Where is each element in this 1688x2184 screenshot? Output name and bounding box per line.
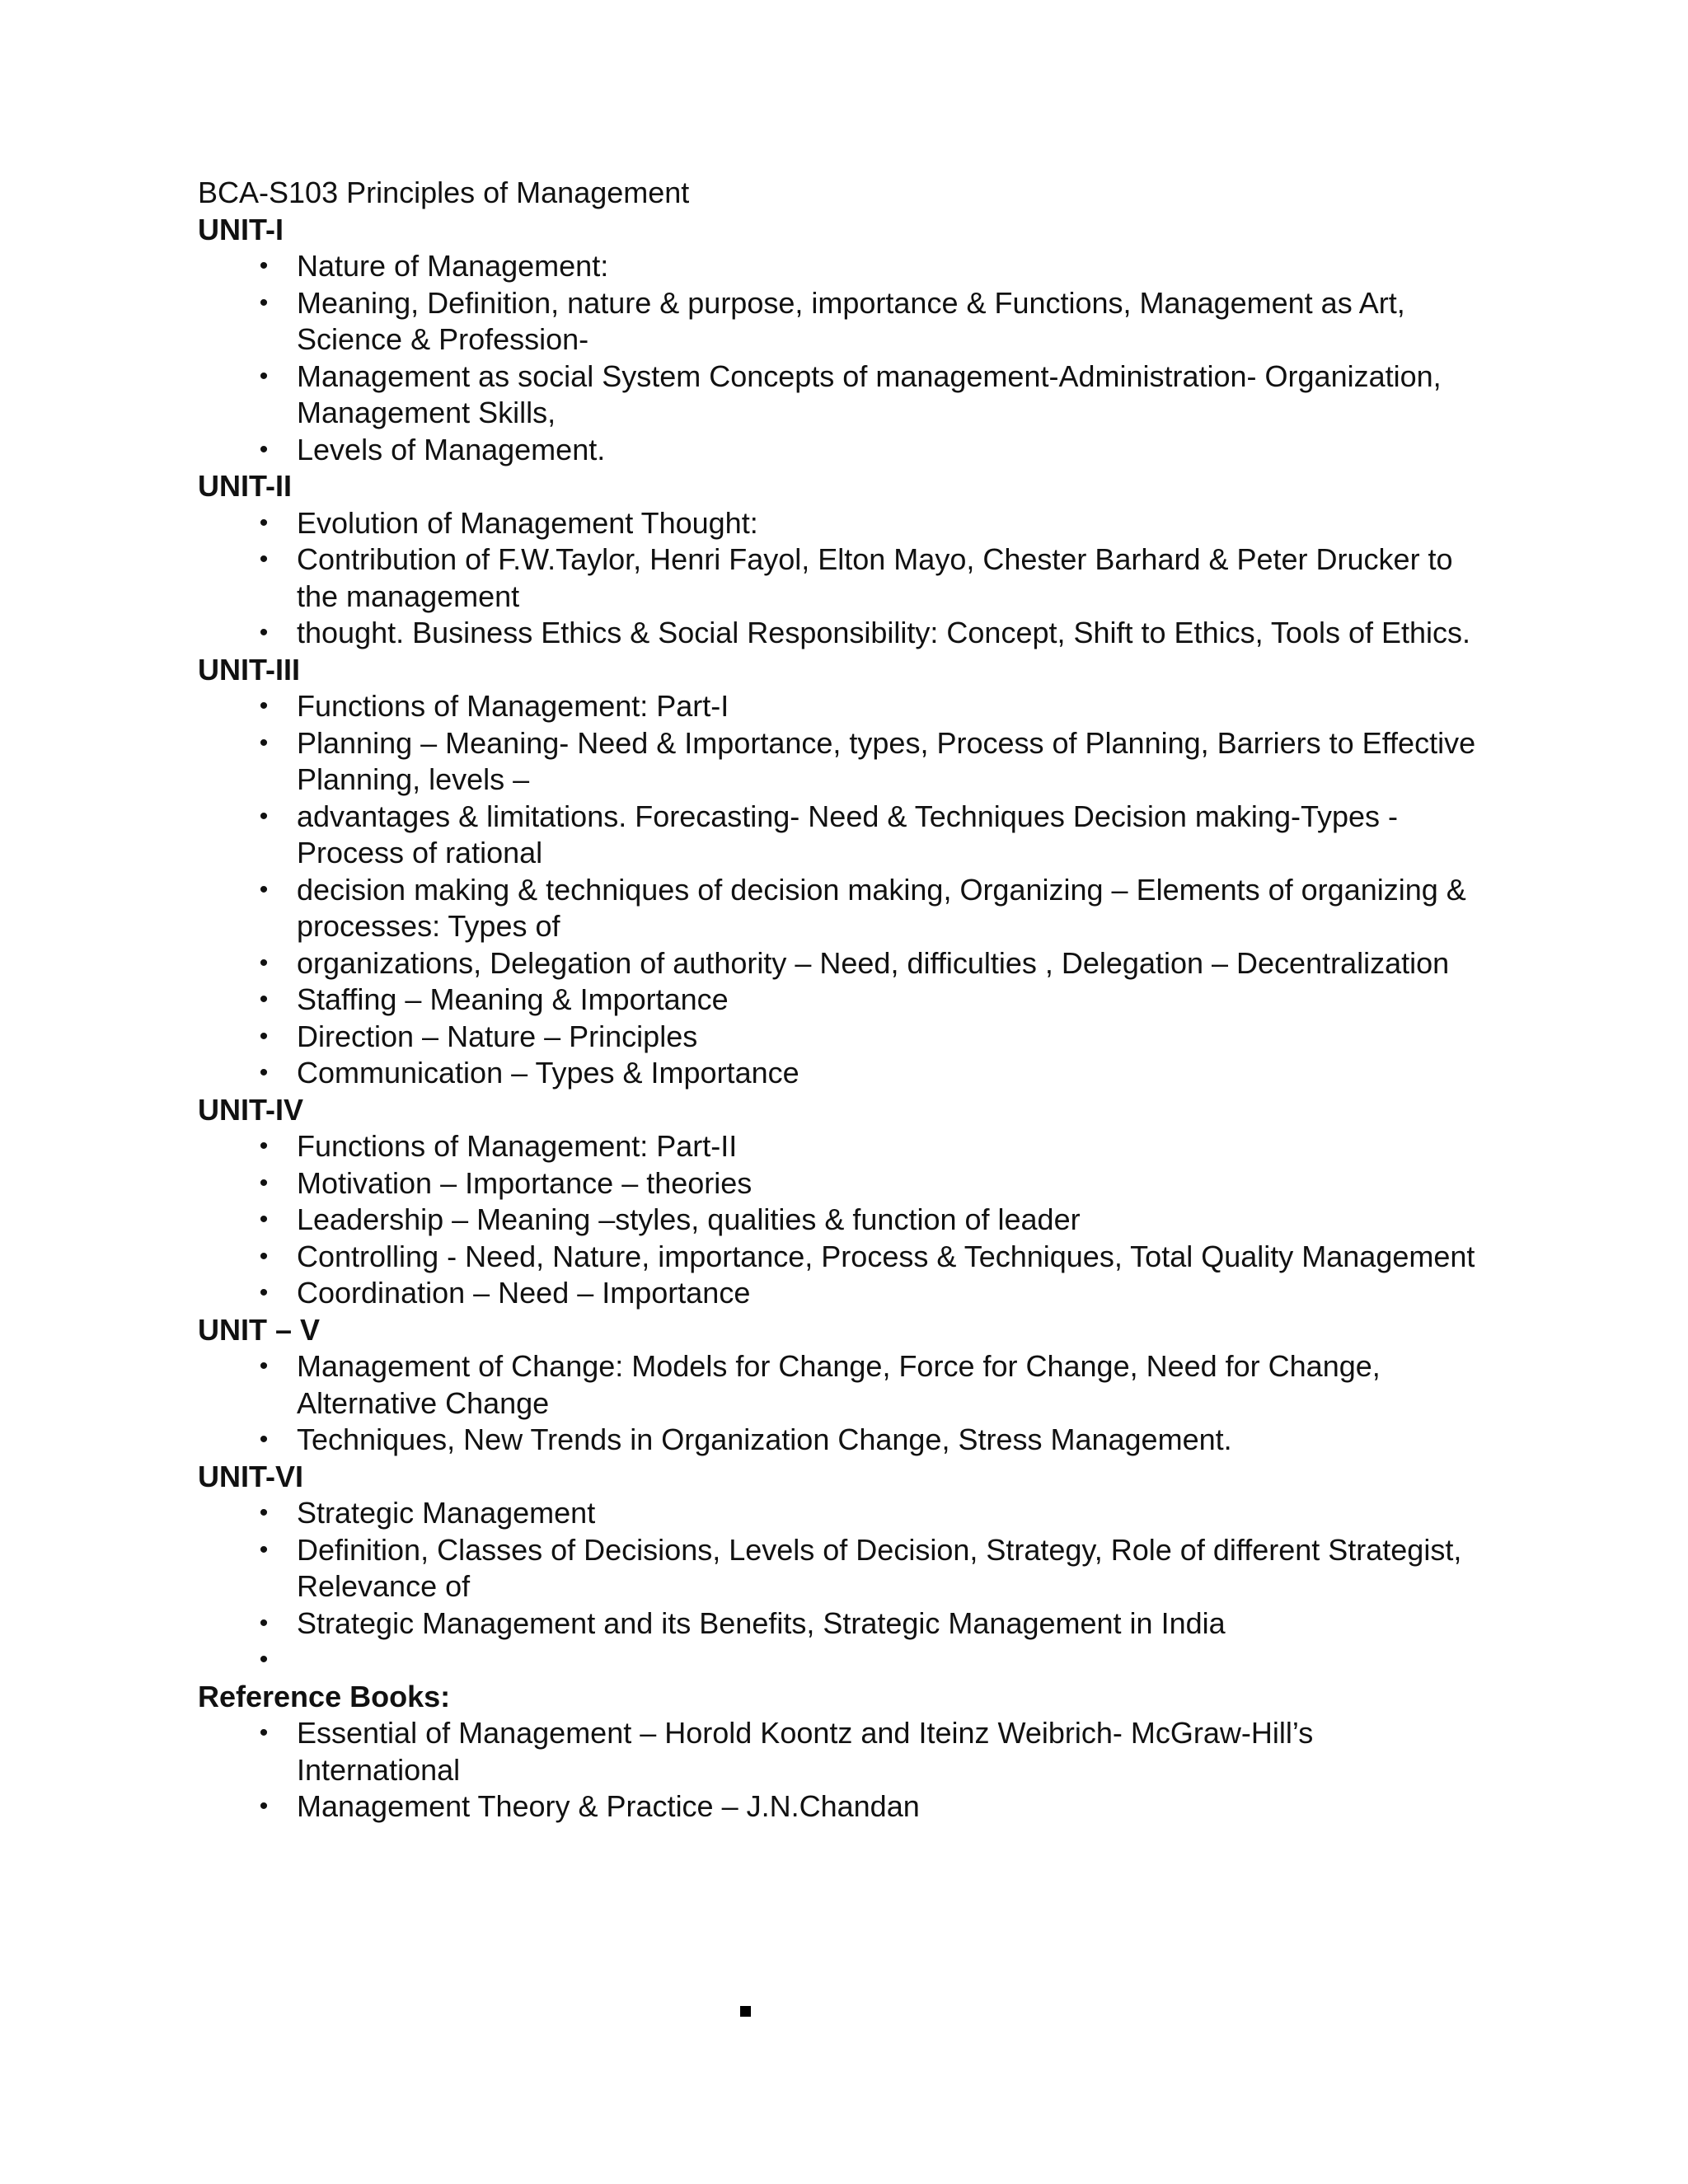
topic-list	[198, 248, 1484, 468]
unit-section	[198, 1092, 1484, 1312]
unit-section	[198, 652, 1484, 1092]
topic-text: Meaning, Definition, nature & purpose, importance & Functions, Management as Art, Science & Profession-	[297, 285, 1405, 356]
bullet-icon: •	[259, 1242, 269, 1270]
topic-text: Leadership – Meaning –styles, qualities & function of leader	[297, 1202, 1081, 1236]
bullet-icon: •	[259, 1535, 269, 1563]
list-item	[198, 1019, 1484, 1056]
unit-heading: UNIT-II	[198, 469, 292, 503]
list-item	[198, 541, 1484, 615]
list-item	[198, 1642, 1484, 1679]
list-item	[198, 1239, 1484, 1276]
bullet-icon: •	[259, 1793, 269, 1820]
bullet-icon: •	[259, 1022, 269, 1050]
bullet-icon: •	[259, 1132, 269, 1160]
topic-text: Functions of Management: Part-I	[297, 689, 729, 723]
list-item	[198, 945, 1484, 982]
topic-text: Management as social System Concepts of management-Administration- Organization, Management Skills,	[297, 359, 1442, 429]
list-item	[198, 982, 1484, 1019]
list-item	[198, 1165, 1484, 1202]
bullet-icon: •	[259, 1206, 269, 1233]
bullet-icon: •	[259, 252, 269, 279]
bullet-icon: •	[259, 949, 269, 977]
topic-text: Coordination – Need – Importance	[297, 1276, 751, 1310]
bullet-icon: •	[259, 435, 269, 463]
list-item	[198, 1128, 1484, 1165]
bullet-icon: •	[259, 692, 269, 719]
bullet-icon: •	[259, 509, 269, 537]
list-item	[198, 725, 1484, 799]
topic-text: Staffing – Meaning & Importance	[297, 982, 729, 1016]
unit-heading: UNIT-IV	[198, 1092, 304, 1127]
unit-heading: UNIT-VI	[198, 1459, 304, 1493]
course-title: BCA-S103 Principles of Management	[198, 176, 690, 209]
topic-text: advantages & limitations. Forecasting- Need & Techniques Decision making-Types - Process of rational	[297, 799, 1398, 869]
square-bullet-icon	[740, 2006, 751, 2017]
list-item	[198, 432, 1484, 469]
unit-section	[198, 1459, 1484, 1679]
bullet-icon: •	[259, 1169, 269, 1197]
topic-text: Planning – Meaning- Need & Importance, types, Process of Planning, Barriers to Effective Planning, levels –	[297, 725, 1476, 796]
list-item	[198, 359, 1484, 432]
topic-text: Evolution of Management Thought:	[297, 505, 758, 540]
bullet-icon: •	[259, 986, 269, 1013]
bullet-icon: •	[259, 546, 269, 573]
bullet-icon: •	[259, 1499, 269, 1526]
list-item	[198, 688, 1484, 725]
list-item	[198, 1532, 1484, 1605]
topic-text: Direction – Nature – Principles	[297, 1019, 698, 1053]
topic-text: decision making & techniques of decision making, Organizing – Elements of organizing & processes: Types of	[297, 872, 1466, 943]
topic-text: Nature of Management:	[297, 249, 609, 283]
bullet-icon: •	[259, 802, 269, 830]
unit-heading: UNIT-III	[198, 652, 300, 687]
list-item	[198, 1422, 1484, 1459]
reference-text: Essential of Management – Horold Koontz and Iteinz Weibrich- McGraw-Hill’s International	[297, 1716, 1314, 1787]
list-item	[198, 1202, 1484, 1239]
list-item	[198, 799, 1484, 872]
references-heading: Reference Books:	[198, 1679, 451, 1713]
bullet-icon: •	[259, 1352, 269, 1380]
list-item	[198, 1348, 1484, 1422]
topic-text: Techniques, New Trends in Organization Change, Stress Management.	[297, 1422, 1232, 1456]
topic-text: Controlling - Need, Nature, importance, Process & Techniques, Total Quality Management	[297, 1239, 1475, 1273]
topic-list	[198, 688, 1484, 1092]
bullet-icon: •	[259, 1646, 269, 1673]
reference-list	[198, 1715, 1484, 1825]
topic-text: thought. Business Ethics & Social Responsibility: Concept, Shift to Ethics, Tools of Ethics.	[297, 616, 1471, 649]
topic-text: Strategic Management	[297, 1496, 596, 1530]
topic-list	[198, 505, 1484, 652]
list-item	[198, 615, 1484, 652]
bullet-icon: •	[259, 1719, 269, 1746]
topic-text: Functions of Management: Part-II	[297, 1129, 738, 1163]
topic-text: Definition, Classes of Decisions, Levels of Decision, Strategy, Role of different Strategist, Relevance of	[297, 1532, 1462, 1603]
bullet-icon: •	[259, 288, 269, 316]
bullet-icon: •	[259, 1279, 269, 1306]
document-page	[198, 175, 1484, 1825]
unit-heading: UNIT-I	[198, 212, 284, 246]
topic-text: organizations, Delegation of authority – Need, difficulties , Delegation – Decentralization	[297, 945, 1450, 980]
unit-heading: UNIT – V	[198, 1312, 321, 1347]
list-item	[198, 505, 1484, 542]
topic-list	[198, 1495, 1484, 1679]
list-item	[198, 285, 1484, 359]
list-item	[198, 872, 1484, 945]
topic-text: Strategic Management and its Benefits, Strategic Management in India	[297, 1605, 1226, 1640]
topic-text: Contribution of F.W.Taylor, Henri Fayol, Elton Mayo, Chester Barhard & Peter Drucker to the management	[297, 542, 1453, 613]
topic-list	[198, 1128, 1484, 1312]
bullet-icon: •	[259, 619, 269, 646]
unit-section	[198, 212, 1484, 469]
unit-section	[198, 468, 1484, 652]
topic-list	[198, 1348, 1484, 1459]
list-item	[198, 1275, 1484, 1312]
topic-text	[297, 1642, 1484, 1679]
topic-text: Management of Change: Models for Change, Force for Change, Need for Change, Alternative Change	[297, 1349, 1381, 1420]
list-item	[198, 1495, 1484, 1532]
list-item	[198, 248, 1484, 285]
bullet-icon: •	[259, 1059, 269, 1086]
topic-text: Communication – Types & Importance	[297, 1056, 799, 1090]
topic-text: Motivation – Importance – theories	[297, 1165, 753, 1200]
bullet-icon: •	[259, 362, 269, 390]
bullet-icon: •	[259, 875, 269, 903]
topic-text: Levels of Management.	[297, 432, 606, 466]
list-item	[198, 1055, 1484, 1092]
unit-section	[198, 1312, 1484, 1459]
list-item	[198, 1605, 1484, 1643]
reference-text: Management Theory & Practice – J.N.Chandan	[297, 1789, 920, 1823]
bullet-icon: •	[259, 729, 269, 757]
bullet-icon: •	[259, 1426, 269, 1453]
bullet-icon: •	[259, 1609, 269, 1637]
list-item	[198, 1715, 1484, 1788]
references-section	[198, 1679, 1484, 1825]
list-item	[198, 1788, 1484, 1825]
